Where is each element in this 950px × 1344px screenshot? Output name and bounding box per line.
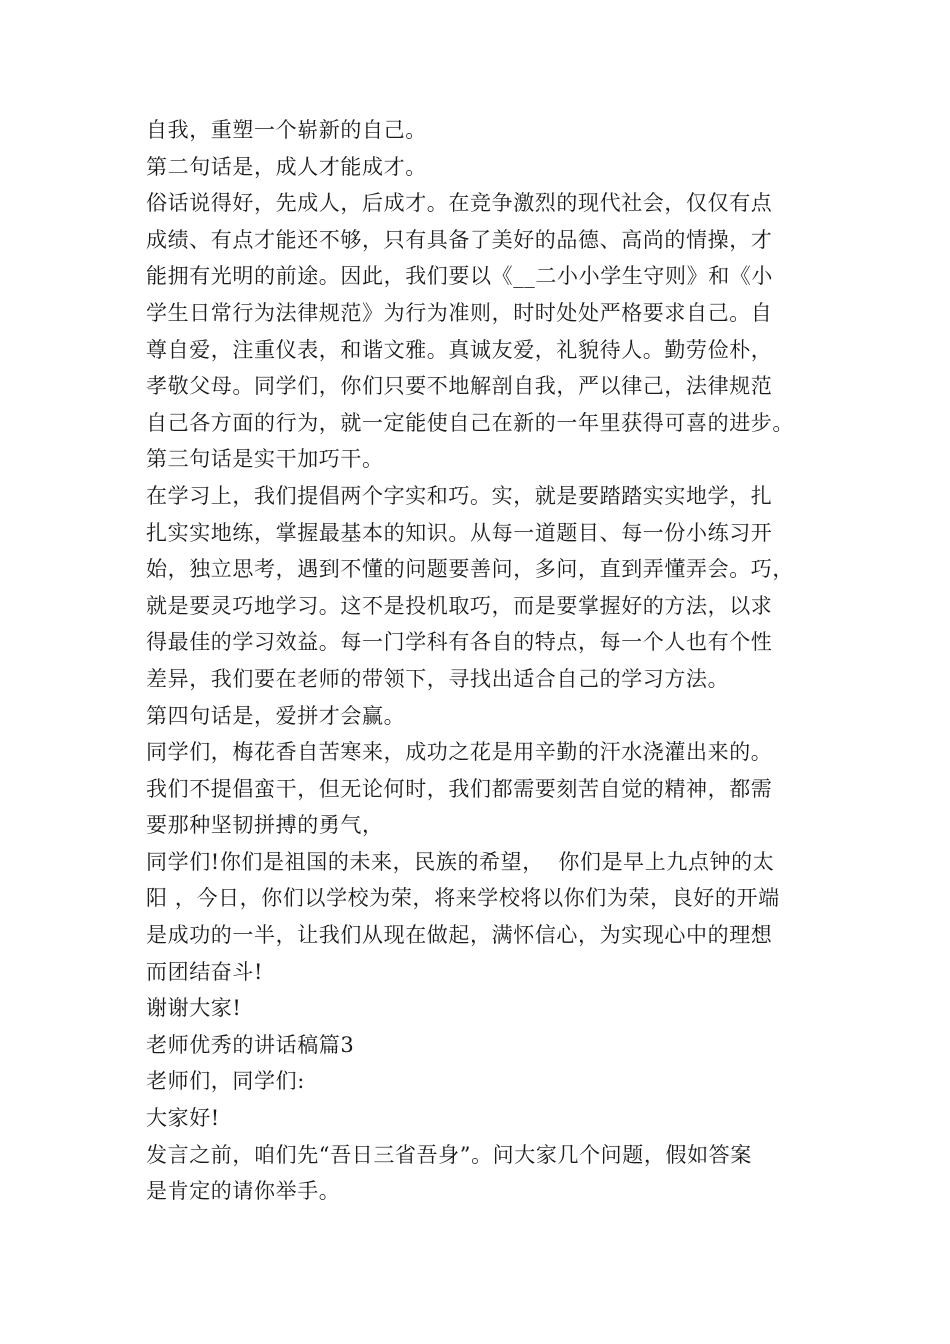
text-line: 大家好! [146, 1106, 220, 1131]
text-line: 第四句话是，爱拼才会赢。 [146, 703, 406, 728]
text-line: 老师们，同学们: [146, 1069, 305, 1094]
text-line: 得最佳的学习效益。每一门学科有各自的特点，每一个人也有个性 [146, 630, 773, 655]
text-line: 扎实实地练，掌握最基本的知识。从每一道题目、每一份小练习开 [146, 520, 773, 545]
text-line: 阳 ，今日，你们以学校为荣，将来学校将以你们为荣，良好的开端 [146, 886, 780, 911]
text-line: 第二句话是，成人才能成才。 [146, 154, 427, 179]
text-line: 是成功的一半，让我们从现在做起，满怀信心，为实现心中的理想 [146, 923, 773, 948]
text-line: 是肯定的请你举手。 [146, 1179, 341, 1204]
text-line: 孝敬父母。同学们，你们只要不地解剖自我，严以律己，法律规范 [146, 374, 773, 399]
text-line: 能拥有光明的前途。因此，我们要以《__二小小学生守则》和《小 [146, 264, 773, 289]
text-line: 成绩、有点才能还不够，只有具备了美好的品德、高尚的情操，才 [146, 227, 773, 252]
text-line: 而团结奋斗! [146, 959, 264, 984]
text-line: 自我，重塑一个崭新的自己。 [146, 118, 427, 142]
text-line: 要那种坚韧拼搏的勇气， [146, 813, 384, 838]
text-line: 同学们!你们是祖国的未来，民族的希望， 你们是早上九点钟的太 [146, 849, 775, 874]
text-line: 谢谢大家! [146, 996, 242, 1021]
text-line: 就是要灵巧地学习。这不是投机取巧，而是要掌握好的方法，以求 [146, 593, 773, 618]
text-line: 我们不提倡蛮干，但无论何时，我们都需要刻苦自觉的精神，都需 [146, 776, 773, 801]
text-line: 发言之前，咱们先“吾日三省吾身”。问大家几个问题，假如答案 [146, 1142, 752, 1167]
text-line: 始，独立思考，遇到不懂的问题要善问，多问，直到弄懂弄会。巧， [146, 557, 794, 582]
section-heading: 老师优秀的讲话稿篇3 [146, 1032, 355, 1057]
text-line: 学生日常行为法律规范》为行为准则，时时处处严格要求自己。自 [146, 300, 773, 325]
text-line: 自己各方面的行为，就一定能使自己在新的一年里获得可喜的进步。 [146, 410, 794, 435]
document-body [146, 112, 826, 1210]
text-line: 第三句话是实干加巧干。 [146, 447, 384, 472]
text-line: 同学们，梅花香自苦寒来，成功之花是用辛勤的汗水浇灌出来的。 [146, 740, 773, 765]
text-line: 俗话说得好，先成人，后成才。在竞争激烈的现代社会，仅仅有点 [146, 191, 773, 216]
text-line: 尊自爱，注重仪表，和谐文雅。真诚友爱，礼貌待人。勤劳俭朴， [146, 337, 773, 362]
text-line: 在学习上，我们提倡两个字实和巧。实，就是要踏踏实实地学，扎 [146, 483, 773, 508]
text-line: 差异，我们要在老师的带领下，寻找出适合自己的学习方法。 [146, 666, 730, 691]
